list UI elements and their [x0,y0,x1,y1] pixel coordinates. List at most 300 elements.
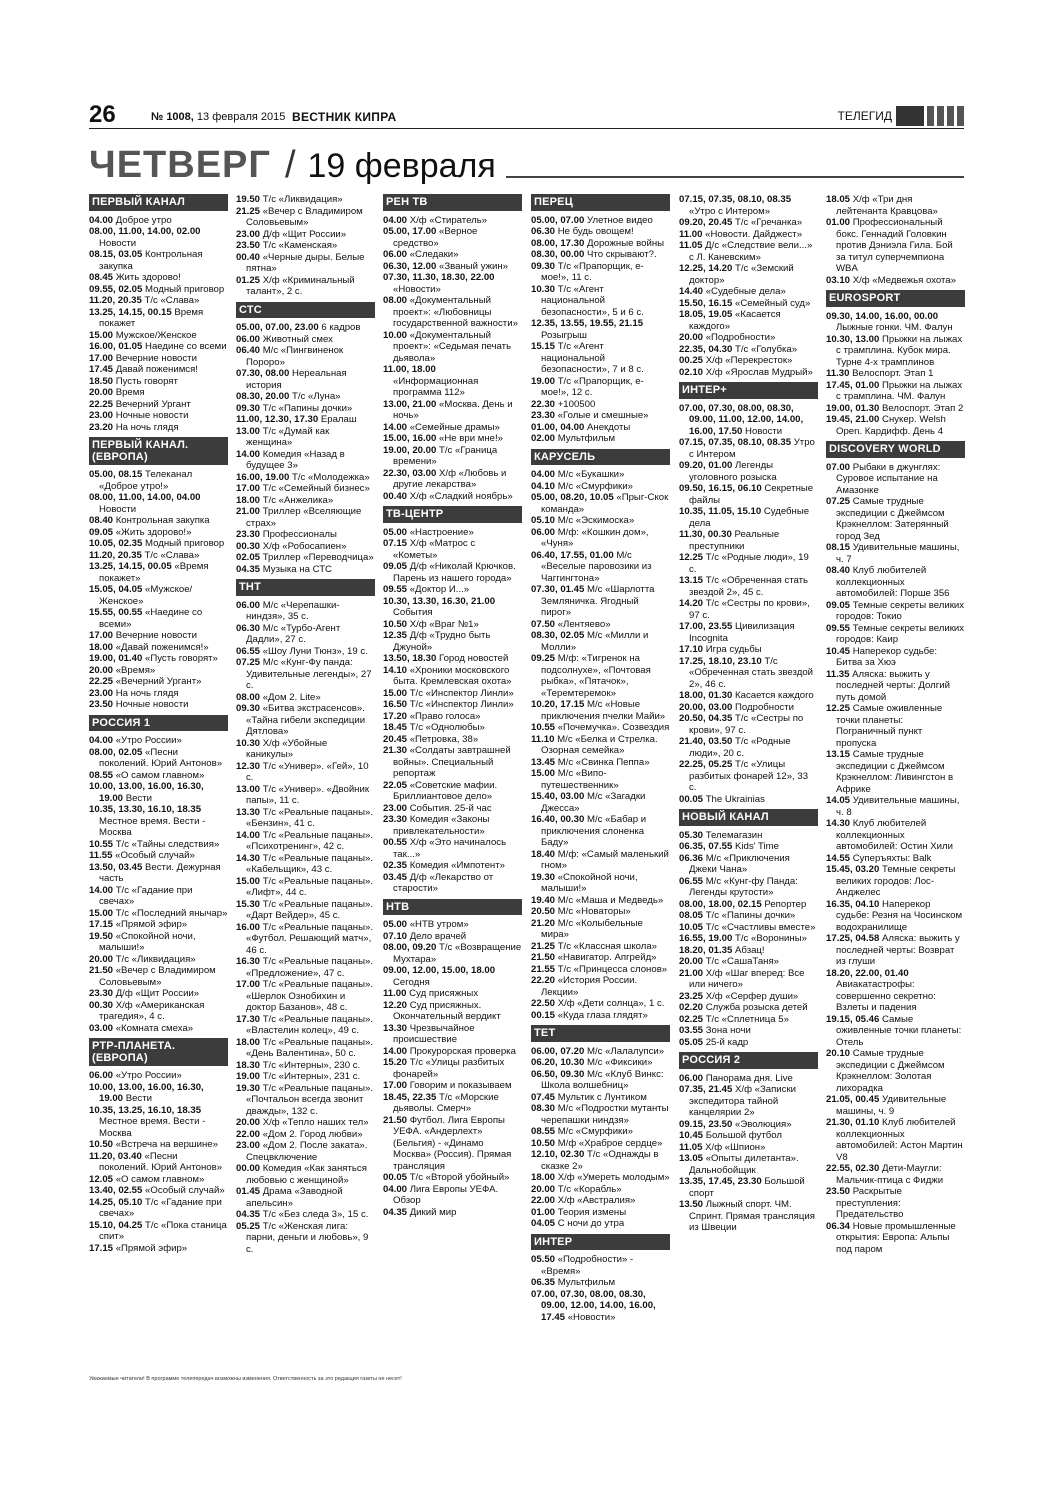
program-entry: 13.00, 21.00 «Москва. День и ночь» [383,398,513,421]
program-entry: 04.35 Дикий мир [383,1206,457,1218]
program-entry: 16.00, 19.00 Т/с «Молодежка» [236,471,370,483]
program-entry: 22.25 Вечерний Ургант [89,398,191,410]
program-entry: 09.50, 16.15, 06.10 Секретные файлы [679,483,814,506]
program-entry: 09.30 Т/с «Папины дочки» [236,402,353,414]
program-entry: 23.00 На ночь глядя [89,687,179,699]
program-entry: 09.30, 14.00, 16.00, 00.00 Лыжные гонки. ЧМ. Фалун [826,310,953,333]
program-entry: 22.30, 03.00 Х/ф «Любовь и другие лекарства» [383,467,507,490]
program-entry: 00.15 «Куда глаза глядят» [531,1009,648,1021]
program-entry: 07.30, 11.30, 18.30, 22.00 «Новости» [383,272,495,295]
program-entry: 08.30 М/с «Подростки мутанты черепашки ниндзя» [531,1103,669,1126]
program-entry: 12.25 Т/с «Родные люди», 19 с. [679,552,809,575]
program-entry: 17.15 «Прямой эфир» [89,1242,188,1254]
program-entry: 07.00 Рыбаки в джунглях: Суровое испытание на Амазонке [826,461,941,496]
program-entry: 22.25, 05.25 Т/с «Улицы разбитых фонарей 12», 33 с. [679,759,809,793]
program-entry: 13.00 Т/с «Думай как женщина» [236,425,330,448]
channel-header: РОССИЯ 1 [89,715,228,732]
program-entry: 23.50 Т/с «Каменская» [236,240,338,251]
program-entry: 08.40 Контрольная закупка [89,515,210,526]
program-entry: 00.40 «Черные дыры. Белые пятна» [236,251,365,274]
program-entry: 20.00 Время [89,387,145,398]
program-entry: 15.00 Т/с «Инспектор Линли» [383,687,514,699]
program-entry: 22.20 «История России. Лекции» [531,975,638,998]
program-entry: 18.45, 22.35 Т/с «Морские дьяволы. Смерч» [383,1091,499,1114]
program-entry: 09.55, 02.05 Модный приговор [89,283,225,295]
program-entry: 18.00, 01.30 Касается каждого [679,690,814,701]
program-entry: 14.05 Удивительные машины, ч. 8 [826,795,960,818]
program-entry: 04.10 М/с «Смурфики» [531,480,633,492]
program-entry: 08.45 Жить здорово! [89,272,181,283]
issue-date: 13 февраля 2015 [196,111,286,123]
program-entry: 05.00 «Настроение» [383,526,474,538]
program-entry: 20.50, 04.35 Т/с «Сестры по крови», 97 с. [679,713,804,736]
day-heading [89,144,496,186]
program-entry: 08.00, 09.20 Т/с «Возвращение Мухтара» [383,942,522,965]
program-entry: 19.00, 01.40 «Пусть говорят» [89,653,218,664]
program-entry: 20.45 «Петровка, 38» [383,733,479,745]
program-entry: 22.05 «Советские мафии. Бриллиантовое дело» [383,779,498,802]
channel-header: ПЕРВЫЙ КАНАЛ [89,194,228,211]
program-entry: 10.35, 11.05, 15.10 Судебные дела [679,506,810,529]
program-entry: 12.10, 02.30 Т/с «Однажды в сказке 2» [531,1149,659,1172]
channel-header: ТВ-ЦЕНТР [383,506,522,523]
program-entry: 23.30 Д/ф «Щит России» [89,988,200,999]
program-entry: 01.00 Теория измены [531,1206,627,1218]
program-entry: 05.00, 17.00 «Верное средство» [383,226,478,249]
program-entry: 17.10 Игра судьбы [679,644,762,655]
channel-header: НОВЫЙ КАНАЛ [679,809,818,826]
channel-header: СТС [236,302,375,319]
program-entry: 07.30, 08.00 Нереальная история [236,368,347,391]
program-entry: 04.00 «Утро России» [89,735,182,746]
program-entry: 06.30 М/с «Турбо-Агент Дадли», 27 с. [236,622,341,645]
program-entry: 12.20 Суд присяжных. Окончательный вердикт [383,999,501,1022]
program-entry: 14.20 Т/с «Сестры по крови», 97 с. [679,598,810,621]
program-entry: 11.30 Велоспорт. Этап 1 [826,368,934,379]
program-entry: 09.20, 01.00 Легенды уголовного розыска [679,460,777,483]
program-entry: 15.00 М/с «Випо-путешественник» [531,768,619,791]
program-entry: 10.30 Х/ф «Убойные каникулы» [236,737,328,760]
program-entry: 18.20, 22.00, 01.40 Авиакатастрофы: совершенно секретно: Взлеты и падения [826,967,936,1013]
newspaper-name: ВЕСТНИК КИПРА [292,110,397,124]
program-entry: 15.45, 03.20 Темные секреты великих городов: Лос-Анджелес [826,864,956,898]
program-entry: 13.25, 14.15, 00.15 Время покажет [89,306,204,329]
program-entry: 14.55 Суперъяхты: Balk [826,852,932,864]
program-entry: 07.25 М/с «Кунг-Фу панда: Удивительные легенды», 27 с. [236,657,372,691]
program-entry: 19.50 «Спокойной ночи, малыши!» [89,930,196,953]
program-entry: 18.00 «Давай поженимся!» [89,641,209,653]
program-entry: 05.25 Т/с «Женская лига: парни, деньги и любовь», 9 с. [236,1220,369,1255]
program-entry: 17.20 «Право голоса» [383,710,481,722]
program-entry: 08.30, 00.00 Что скрывают?. [531,249,657,260]
program-entry: 10.00 «Документальный проект»: «Седьмая печать дьявола» [383,329,512,364]
program-entry: 23.30 Профессионалы [236,529,337,540]
program-entry: 15.10, 04.25 Т/с «Пока станица спит» [89,1219,227,1242]
program-entry: 17.00 Т/с «Семейный бизнес» [236,483,370,494]
program-entry: 22.00 «Дом 2. Город любви» [236,1128,363,1140]
program-entry: 14.25, 05.10 Т/с «Гадание при свечах» [89,1196,222,1219]
program-entry: 11.05 Д/с «Следствие вели...» с Л. Каневским» [679,240,813,263]
program-entry: 08.15, 03.05 Контрольная закупка [89,249,203,272]
program-entry: 12.35, 13.55, 19.55, 21.15 Розыгрыш [531,318,644,341]
program-entry: 21.30, 01.10 Клуб любителей коллекционных автомобилей: Астон Мартин V8 [826,1117,963,1163]
program-entry: 21.40, 03.50 Т/с «Родные люди», 20 с. [679,736,791,759]
program-entry: 21.25 Т/с «Классная школа» [531,940,658,952]
channel-header: НТВ [383,899,522,916]
program-entry: 06.55 М/с «Кунг-фу Панда: Легенды крутости» [679,875,798,898]
program-entry: 20.00 «Подробности» [679,332,776,343]
program-entry: 10.05, 02.35 Модный приговор [89,538,225,549]
program-entry: 08.00, 11.00, 14.00, 02.00 Новости [89,226,201,249]
program-entry: 18.05, 19.05 «Касается каждого» [679,309,781,332]
program-entry: 13.30 Т/с «Реальные пацаны». «Бензин», 41 с. [236,806,374,829]
program-entry: 17.00 Говорим и показываем [383,1080,512,1091]
program-entry: 08.00, 18.00, 02.15 Репортер [679,898,807,910]
program-entry: 15.00 Т/с «Реальные пацаны». «Лифт», 44 с. [236,875,374,898]
program-entry: 04.00 Лига Европы УЕФА. Обзор [383,1183,499,1206]
header-rule [89,128,964,129]
program-entry: 04.05 С ночи до утра [531,1218,625,1229]
program-entry: 09.05 «Жить здорово!» [89,526,192,538]
program-entry: 00.00 Комедия «Как заняться любовью с женщиной» [236,1163,367,1186]
program-entry: 15.05, 04.05 «Мужское/Женское» [89,584,193,607]
program-entry: 13.50, 03.45 Вести. Дежурная часть [89,861,221,884]
channel-header: РОССИЯ 2 [679,1052,818,1069]
program-entry: 23.00 Ночные новости [89,410,189,421]
program-entry: 06.35, 07.55 Kids' Time [679,841,779,852]
program-entry: 11.00, 18.00 «Информационная программа 112» [383,364,479,398]
program-entry: 21.30 «Солдаты завтрашней войны». Специальный репортаж [383,745,511,779]
program-entry: 07.50 «Лентяево» [531,618,611,630]
program-entry: 09.05 Темные секреты великих городов: Токио [826,599,965,622]
schedule-column-1 [89,194,228,1254]
program-entry: 14.00 Прокурорская проверка [383,1045,516,1057]
channel-header: ИНТЕР [531,1234,670,1251]
program-entry: 06.30, 12.00 «Званый ужин» [383,260,509,272]
program-entry: 00.25 Х/ф «Перекресток» [679,355,793,366]
program-entry: 06.34 Новые промышленные открытия: Европа: Альпы под паром [826,1220,956,1255]
program-entry: 21.50 Футбол. Лига Европы УЕФА. «Андерлехт» (Бельгия) - «Динамо Москва» (Россия). Прямая трансляция [383,1114,512,1172]
program-entry: 09.55 «Доктор И...» [383,584,470,595]
program-entry: 17.45, 01.00 Прыжки на лыжах с трамплина. ЧМ. Фалун [826,379,963,402]
program-entry: 10.55 Т/с «Тайны следствия» [89,838,220,850]
program-entry: 10.30, 13.00 Прыжки на лыжах с трамплина. Кубок мира. Турне 4-х трамплинов [826,333,963,368]
program-entry: 05.00 «НТВ утром» [383,919,469,930]
channel-header: РТР-ПЛАНЕТА. (ЕВРОПА) [89,1038,228,1066]
program-entry: 11.30, 00.30 Реальные преступники [679,529,780,552]
program-entry: 11.10 М/с «Белка и Стрелка. Озорная семейка» [531,733,658,756]
program-entry: 15.00 Т/с «Последний янычар» [89,907,228,919]
program-entry: 14.00 Т/с «Гадание при свечах» [89,884,193,907]
program-entry: 03.45 Д/ф «Лекарство от старости» [383,871,494,894]
program-entry: 15.30 Т/с «Реальные пацаны». «Дарт Вейдер», 45 с. [236,898,374,921]
program-entry: 14.10 «Хроники московского быта. Кремлевская охота» [383,664,512,687]
program-entry: 20.00 Т/с «Ликвидация» [89,953,196,965]
program-entry: 17.00, 23.55 Цивилизация Incognita [679,621,795,644]
program-entry: 17.45 Давай поженимся! [89,364,198,375]
program-entry: 08.00 «Документальный проект»: «Любовницы государственной важности» [383,295,518,329]
program-entry: 19.50 Т/с «Ликвидация» [236,194,343,205]
program-entry: 12.30 Т/с «Универ». «Гей», 10 с. [236,760,369,783]
program-entry: 17.00 Вечерние новости [89,630,197,641]
program-entry: 20.00 Х/ф «Тепло наших тел» [236,1117,369,1128]
program-entry: 02.10 Х/ф «Ярослав Мудрый» [679,366,813,378]
program-entry: 05.00, 07.00 Улетное видео [531,214,653,226]
program-entry: 13.25, 14.15, 00.05 «Время покажет» [89,561,209,584]
program-entry: 15.50, 16.15 «Семейный суд» [679,297,811,309]
program-entry: 05.00, 07.00, 23.00 6 кадров [236,322,361,333]
program-entry: 11.20, 20.35 Т/с «Слава» [89,295,200,306]
program-entry: 15.55, 00.55 «Наедине со всеми» [89,607,203,630]
program-entry: 23.00 Д/ф «Щит России» [236,228,347,240]
program-entry: 01.25 Х/ф «Криминальный талант», 2 с. [236,274,355,297]
program-entry: 22.25 «Вечерний Ургант» [89,676,202,687]
program-entry: 07.00, 07.30, 08.00, 08.30, 09.00, 12.00, 14.00, 16.00, 17.45 «Новости» [531,1288,656,1323]
program-entry: 12.25 Самые оживленные точки планеты: Пограничный пункт пропуска [826,703,943,749]
program-entry: 19.00 Т/с «Прапорщик, е-мое!», 12 с. [531,375,644,398]
section-label: ТЕЛЕГИД [837,109,892,123]
program-entry: 06.00 Животный смех [236,333,333,345]
program-entry: 15.40, 03.00 М/с «Загадки Джесса» [531,791,646,814]
program-entry: 21.20 М/с «Колыбельные мира» [531,917,643,940]
channel-header: ИНТЕР+ [679,382,818,399]
program-entry: 06.20, 10.30 М/с «Фиксики» [531,1057,653,1068]
program-entry: 22.00 Х/ф «Австралия» [531,1195,636,1206]
page-header [89,101,964,128]
program-entry: 17.00 Т/с «Реальные пацаны». «Шерлок Ознобихин и доктор Базанов», 48 с. [236,979,374,1013]
program-entry: 21.05, 00.45 Удивительные машины, ч. 9 [826,1094,947,1117]
program-entry: 02.35 Комедия «Импотент» [383,860,505,871]
program-entry: 10.45 Наперекор судьбе: Битва за Хюэ [826,645,938,668]
program-entry: 18.50 Пусть говорят [89,375,178,387]
program-entry: 16.40, 00.30 М/с «Бабар и приключения слоненка Баду» [531,814,647,848]
program-entry: 06.35 Мультфильм [531,1277,616,1288]
program-entry: 10.30, 13.30, 16.30, 21.00 События [383,595,496,618]
program-entry: 06.40, 17.55, 01.00 М/с «Веселые паровозики из Чаггингтона» [531,549,652,584]
program-entry: 18.05 Х/ф «Три дня лейтенанта Кравцова» [826,194,938,217]
program-entry: 13.35, 17.45, 23.30 Большой спорт [679,1176,805,1199]
program-entry: 05.00, 08.15 Телеканал «Доброе утро!» [89,469,193,492]
program-entry: 11.00 Суд присяжных [383,988,479,999]
program-entry: 11.20, 20.35 Т/с «Слава» [89,549,200,561]
program-entry: 22.35, 04.30 Т/с «Голубка» [679,343,798,355]
program-entry: 08.55 М/с «Смурфики» [531,1126,633,1137]
schedule-column-6 [826,194,965,1255]
program-entry: 08.30, 02.05 М/с «Милли и Молли» [531,630,649,653]
program-entry: 10.00, 13.00, 16.00, 16.30, 19.00 Вести [89,781,204,804]
program-entry: 04.35 Музыка на СТС [236,563,332,575]
program-entry: 21.25 «Вечер с Владимиром Соловьевым» [236,205,363,228]
program-entry: 05.50 «Подробности» - «Время» [531,1254,634,1277]
program-entry: 11.00, 12.30, 17.30 Ералаш [236,414,357,425]
program-entry: 23.00 События. 25-й час [383,802,492,814]
program-entry: 13.30 Чрезвычайное происшествие [383,1022,475,1045]
program-entry: 07.10 Дело врачей [383,930,467,942]
program-entry: 23.50 Раскрытые преступления: Предательство [826,1186,904,1220]
program-entry: 11.00 «Новости. Дайджест» [679,228,803,240]
program-entry: 21.50 «Вечер с Владимиром Соловьевым» [89,965,216,988]
program-entry: 10.50 М/ф «Храброе сердце» [531,1137,663,1149]
day-slash: / [284,144,296,186]
program-entry: 15.00, 16.00 «Не ври мне!» [383,433,503,444]
issue-info [151,111,285,123]
program-entry: 18.45 Т/с «Однолюбы» [383,722,485,733]
program-entry: 08.55 «О самом главном» [89,769,205,781]
program-entry: 20.00 Т/с «СашаТаня» [679,956,780,967]
channel-header: ТЕТ [531,1025,670,1042]
section-bars-decoration [896,106,964,126]
program-entry: 12.35 Д/ф «Трудно быть Джуной» [383,630,491,653]
program-entry: 07.15, 07.35, 08.10, 08.35 Утро с Интером [679,437,815,460]
schedule-column-2 [236,194,375,1255]
program-entry: 06.55 «Шоу Луни Тюнз», 19 с. [236,645,368,657]
channel-header: DISCOVERY WORLD [826,441,965,458]
program-entry: 04.00 М/с «Букашки» [531,469,625,480]
program-entry: 09.15, 23.50 «Эволюция» [679,1118,792,1130]
program-entry: 08.40 Клуб любителей коллекционных автомобилей: Порше 356 [826,565,950,599]
program-entry: 10.55 «Почемучка». Созвездия [531,722,670,733]
program-entry: 08.15 Удивительные машины, ч. 7 [826,542,960,565]
channel-header: ТНТ [236,579,375,596]
program-entry: 10.50 Х/ф «Враг №1» [383,618,479,630]
channel-header: КАРУСЕЛЬ [531,449,670,466]
program-entry: 05.05 25-й кадр [679,1036,749,1048]
program-entry: 19.40 М/с «Маша и Медведь» [531,894,664,906]
program-entry: 06.00, 07.20 М/с «Лалалупси» [531,1045,665,1057]
program-entry: 08.30, 20.00 Т/с «Луна» [236,391,341,402]
program-entry: 14.00 Т/с «Реальные пацаны». «Психотренинг», 42 с. [236,829,374,852]
program-entry: 19.00, 01.30 Велоспорт. Этап 2 [826,402,964,414]
program-entry: 06.00 М/ф: «Кошкин дом», «Чуня» [531,526,649,549]
program-entry: 05.30 Телемагазин [679,829,763,841]
program-entry: 00.30 Х/ф «Американская трагедия», 4 с. [89,999,205,1022]
program-entry: 04.00 Доброе утро [89,214,172,226]
program-entry: 10.30 Т/с «Агент национальной безопасности», 5 и 6 с. [531,283,644,318]
program-entry: 22.50 Х/ф «Дети солнца», 1 с. [531,998,665,1009]
program-entry: 17.15 «Прямой эфир» [89,919,188,930]
program-entry: 13.40, 02.55 «Особый случай» [89,1185,225,1196]
program-entry: 16.55, 19.00 Т/с «Воронины» [679,933,807,944]
program-entry: 17.30 Т/с «Реальные пацаны». «Властелин колец», 49 с. [236,1013,374,1036]
program-entry: 15.15 Т/с «Агент национальной безопасности», 7 и 8 с. [531,341,644,375]
program-entry: 08.00, 02.05 «Песни поколений. Юрий Антонов» [89,746,223,769]
program-entry: 19.00, 20.00 Т/с «Граница времени» [383,444,498,467]
program-entry: 13.15 Самые трудные экспедиции с Джеймсом Крэкнеллом: Ливингстон в Африке [826,749,954,795]
program-entry: 00.40 Х/ф «Сладкий ноябрь» [383,490,513,502]
program-entry: 17.25, 18.10, 23.10 Т/с «Обреченная стать звездой 2», 46 с. [679,655,814,690]
page-number: 26 [89,101,116,128]
program-entry: 07.30, 01.45 М/с «Шарлотта Земляничка. Ягодный пирог» [531,584,655,618]
program-entry: 16.35, 04.10 Наперекор судьбе: Резня на Чосинском водохранилище [826,898,963,933]
program-entry: 09.55 Темные секреты великих городов: Каир [826,622,965,645]
issue-number: № 1008, [151,111,194,123]
channel-header: ПЕРВЫЙ КАНАЛ. (ЕВРОПА) [89,437,228,465]
program-entry: 13.05 «Опыты дилетанта». Дальнобойщик [679,1153,799,1176]
program-entry: 07.25 Самые трудные экспедиции с Джеймсом Крэкнеллом: Затерянный город Зед [826,496,949,542]
program-entry: 23.20 На ночь глядя [89,421,179,433]
program-entry: 07.35, 21.45 Х/ф «Записки экспедитора тайной канцелярии 2» [679,1084,797,1118]
program-entry: 10.20, 17.15 М/с «Новые приключения пчелки Майи» [531,699,666,722]
program-entry: 21.00 Х/ф «Шаг вперед: Все или ничего» [679,967,805,990]
program-entry: 14.00 Комедия «Назад в будущее 3» [236,448,345,471]
program-entry: 14.00 «Семейные драмы» [383,421,500,433]
program-entry: 16.30 Т/с «Реальные пацаны». «Предложение», 47 с. [236,956,374,979]
program-entry: 14.40 «Судебные дела» [679,286,786,297]
program-entry: 13.00 Т/с «Универ». «Двойник папы», 11 с. [236,783,370,806]
program-entry: 00.05 Т/с «Второй убойный» [383,1172,510,1183]
program-entry: 23.25 Х/ф «Серфер души» [679,990,799,1002]
program-entry: 06.00 Панорама дня. Live [679,1072,793,1084]
program-entry: 05.00, 08.20, 10.05 «Прыг-Скок команда» [531,492,669,515]
program-entry: 04.35 Т/с «Без следа 3», 15 с. [236,1209,369,1220]
program-entry: 00.55 Х/ф «Это начиналось так...» [383,837,507,860]
program-entry: 20.00 Т/с «Корабль» [531,1183,622,1195]
program-entry: 19.30 «Спокойной ночи, малыши!» [531,871,638,894]
program-entry: 15.20 Т/с «Улицы разбитых фонарей» [383,1057,505,1080]
program-entry: 09.30 «Битва экстрасенсов». «Тайна гибели экспедиции Дятлова» [236,703,366,737]
day-heading-line [506,176,964,178]
program-entry: 14.30 Клуб любителей коллекционных автомобилей: Остин Хили [826,818,953,852]
program-entry: 18.20, 01.35 Абзац! [679,944,765,956]
program-entry: 12.25, 14.20 Т/с «Земский доктор» [679,263,794,286]
program-entry: 03.00 «Комната смеха» [89,1022,194,1034]
program-entry: 20.00 «Время» [89,664,156,676]
schedule-column-4 [531,194,670,1323]
program-entry: 09.20, 20.45 Т/с «Гречанка» [679,217,803,228]
program-entry: 00.30 Х/ф «Робосапиен» [236,540,347,552]
program-entry: 01.45 Драма «Заводной апельсин» [236,1186,343,1209]
program-entry: 08.05 Т/с «Папины дочки» [679,910,796,921]
program-entry: 11.05 Х/ф «Шпион» [679,1141,766,1153]
program-entry: 23.00 «Дом 2. После заката». Спецвключение [236,1140,368,1163]
program-entry: 17.25, 04.58 Аляска: выжить у последней черты: Возврат из глуши [826,933,960,967]
program-entry: 16.00, 01.05 Наедине со всеми [89,341,227,352]
schedule-column-5 [679,194,818,1234]
program-entry: 08.00, 11.00, 14.00, 04.00 Новости [89,492,201,515]
program-entry: 12.05 «О самом главном» [89,1173,205,1185]
program-entry: 18.40 М/ф: «Самый маленький гном» [531,848,669,871]
program-entry: 19.00 Т/с «Интерны», 231 с. [236,1071,361,1082]
program-entry: 16.50 Т/с «Инспектор Линли» [383,699,514,710]
program-entry: 07.00, 07.30, 08.00, 08.30, 09.00, 11.00, 12.00, 14.00, 16.00, 17.50 Новости [679,402,804,437]
program-entry: 06.00 «Следаки» [383,249,459,260]
program-entry: 13.15 Т/с «Обреченная стать звездой 2», 45 с. [679,575,809,598]
program-entry: 10.50 «Встреча на вершине» [89,1139,218,1150]
program-entry: 19.45, 21.00 Снукер. Welsh Open. Кардифф. День 4 [826,414,946,437]
program-entry: 06.40 М/с «Пингвиненок Пороро» [236,345,344,368]
program-entry: 14.30 Т/с «Реальные пацаны». «Кабельщик», 43 с. [236,852,374,875]
program-entry: 20.50 М/с «Новаторы» [531,906,631,917]
program-entry: 10.05 Т/с «Счастливы вместе» [679,921,816,933]
program-entry: 23.30 «Голые и смешные» [531,410,649,421]
program-entry: 07.15, 07.35, 08.10, 08.35 «Утро с Интером» [679,194,792,217]
schedule-column-3 [383,194,522,1218]
program-entry: 11.35 Аляска: выжить у последней черты: Долгий путь домой [826,668,950,703]
day-name: ЧЕТВЕРГ [89,144,271,186]
program-entry: 21.50 «Навигатор. Апгрейд» [531,952,657,963]
program-entry: 07.15 Х/ф «Матрос с «Кометы» [383,538,476,561]
program-entry: 10.00, 13.00, 16.00, 16.30, 19.00 Вести [89,1081,204,1104]
program-entry: 09.25 М/ф: «Тигренок на подсолнухе», «Почтовая рыбка», «Пятачок», «Теремтеремок» [531,653,651,699]
program-entry: 23.30 Комедия «Законы привлекательности» [383,814,490,837]
program-entry: 11.20, 03.40 «Песни поколений. Юрий Антонов» [89,1150,223,1173]
program-entry: 06.00 «Утро России» [89,1070,182,1081]
channel-header: ПЕРЕЦ [531,194,670,211]
program-entry: 10.45 Большой футбол [679,1130,782,1141]
program-entry: 06.50, 09.30 М/с «Клуб Винкс: Школа волшебниц» [531,1068,664,1091]
program-entry: 15.00 Мужское/Женское [89,329,197,341]
program-entry: 03.10 Х/ф «Медвежья охота» [826,274,956,286]
